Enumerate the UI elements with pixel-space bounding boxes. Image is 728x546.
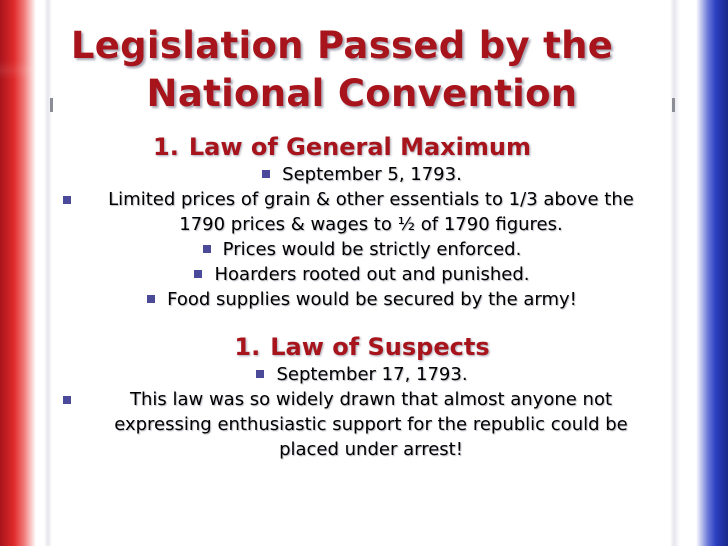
list-item-text: Food supplies would be secured by the army! xyxy=(167,289,577,310)
title-line-2: National Convention xyxy=(146,72,578,115)
list-item-date xyxy=(60,162,664,187)
title-line-1: Legislation Passed by the xyxy=(70,24,614,67)
square-bullet-icon xyxy=(194,270,202,278)
list-item xyxy=(60,187,664,237)
section-number: 1. xyxy=(153,133,179,161)
list-item xyxy=(60,287,664,312)
list-item-text: Hoarders rooted out and punished. xyxy=(214,264,530,285)
square-bullet-icon xyxy=(203,245,211,253)
section-heading-suspects xyxy=(60,332,664,362)
list-item-text: Prices would be strictly enforced. xyxy=(222,239,522,260)
list-item-text: Limited prices of grain & other essentials to 1/3 above the 1790 prices & wages to ½ of 1790 figures. xyxy=(108,189,634,235)
date-text: September 5, 1793. xyxy=(282,164,462,185)
date-text: September 17, 1793. xyxy=(276,364,468,385)
section-heading-general-maximum xyxy=(20,132,664,162)
list-item-text: This law was so widely drawn that almost anyone not expressing enthusiastic support for the republic could be placed under arrest! xyxy=(114,389,628,460)
list-item-date xyxy=(60,362,664,387)
left-border-stripes xyxy=(0,0,56,546)
section-heading-text: Law of General Maximum xyxy=(188,133,531,161)
right-border-tick xyxy=(672,98,675,112)
section-heading-text: Law of Suspects xyxy=(270,333,490,361)
square-bullet-icon xyxy=(256,370,264,378)
square-bullet-icon xyxy=(63,196,71,204)
list-item xyxy=(60,262,664,287)
slide-content xyxy=(60,22,664,462)
slide-title xyxy=(60,22,664,118)
list-item xyxy=(60,387,664,462)
right-border-stripes xyxy=(666,0,728,546)
square-bullet-icon xyxy=(262,170,270,178)
square-bullet-icon xyxy=(63,396,71,404)
left-border-tick xyxy=(50,98,53,112)
square-bullet-icon xyxy=(147,295,155,303)
list-item xyxy=(60,237,664,262)
section-number: 1. xyxy=(234,333,261,361)
